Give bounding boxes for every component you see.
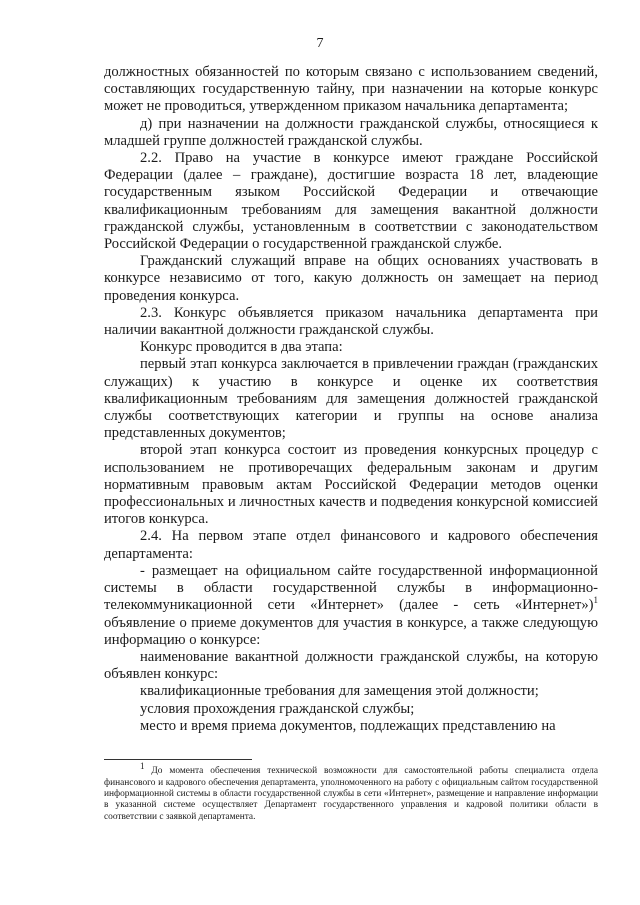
paragraph: условия прохождения гражданской службы; bbox=[140, 700, 415, 717]
footnote-body: До момента обеспечения технической возможности для самостоятельной работы специалиста отдела финансового и кадрового обеспечения департамента, уполномоченного на работу с официальным сайтом государственной информационной системы в области государственной службы в сети «Интернет», размещение и направление информации в указанной системе осуществляет Департамент государственного управления и кадровой политики области в соответствии с заявкой департамента. bbox=[104, 766, 598, 822]
paragraph: должностных обязанностей по которым связано с использованием сведений, составляющих государственную тайну, при назначении на которые конкурс может не проводиться, утвержденном приказом начальника департамента; bbox=[104, 64, 598, 115]
paragraph-text-continued: объявление о приеме документов для участия в конкурсе, а также следующую информацию о конкурсе: bbox=[104, 614, 598, 648]
footnote-separator bbox=[104, 759, 252, 760]
page-number: 7 bbox=[316, 36, 324, 51]
paragraph: первый этап конкурса заключается в привлечении граждан (гражданских служащих) к участию в конкурсе и оценке их соответствия квалификационным требованиям для замещения должностей гражданской службы соответствующих категории и группы на основе анализа представленных документов; bbox=[104, 356, 598, 442]
paragraph: 2.3. Конкурс объявляется приказом начальника департамента при наличии вакантной должности гражданской службы. bbox=[104, 304, 598, 339]
paragraph: Гражданский служащий вправе на общих основаниях участвовать в конкурсе независимо от того, какую должность он замещает на период проведения конкурса. bbox=[104, 253, 598, 304]
footnote bbox=[104, 761, 598, 823]
paragraph: Конкурс проводится в два этапа: bbox=[140, 339, 343, 356]
paragraph: второй этап конкурса состоит из проведения конкурсных процедур с использованием не противоречащих федеральным законам и другим нормативным правовым актам Российской Федерации методов оценки профессиональных и личностных качеств и подведения конкурсной комиссией итогов конкурса. bbox=[104, 442, 598, 528]
footnote-marker: 1 bbox=[140, 761, 145, 771]
paragraph: место и время приема документов, подлежащих представлению на bbox=[140, 717, 556, 734]
body-text bbox=[104, 64, 598, 735]
paragraph: 2.2. Право на участие в конкурсе имеют граждане Российской Федерации (далее – граждане), достигшие возраста 18 лет, владеющие государственным языком Российской Федерации и отвечающие квалификационным требованиям для замещения вакантной должности гражданской службы, установленным в соответствии с законодательством Российской Федерации о государственной гражданской службе. bbox=[104, 150, 598, 253]
footnote-text bbox=[104, 761, 598, 823]
paragraph: 2.4. На первом этапе отдел финансового и кадрового обеспечения департамента: bbox=[104, 528, 598, 562]
paragraph: д) при назначении на должности гражданской службы, относящиеся к младшей группе должностей гражданской службы. bbox=[104, 115, 598, 149]
paragraph: квалификационные требования для замещения этой должности; bbox=[140, 683, 539, 700]
paragraph-with-footnote-ref bbox=[104, 563, 598, 649]
paragraph-text: - размещает на официальном сайте государственной информационной системы в области государственной службы в информационно-телекоммуникационной сети «Интернет» (далее - сеть «Интернет») bbox=[104, 562, 598, 614]
footnote-reference: 1 bbox=[593, 595, 598, 606]
paragraph: наименование вакантной должности гражданской службы, на которую объявлен конкурс: bbox=[104, 648, 598, 683]
